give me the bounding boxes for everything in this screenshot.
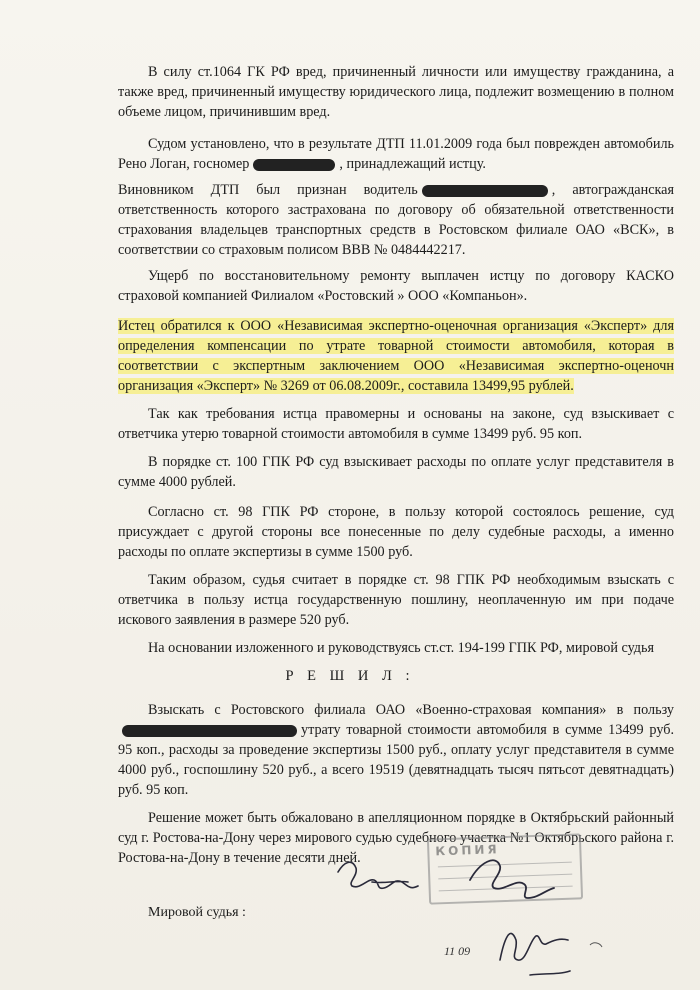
paragraph-claim: Так как требования истца правомерны и основаны на законе, суд взыскивает с ответчика утерю товарной стоимости автомобиля в сумме 13499 руб. 95 коп.	[118, 406, 674, 442]
handwritten-date: 11 09	[444, 944, 471, 958]
handwritten-signature-2	[470, 860, 554, 898]
paragraph-duty: Таким образом, судья считает в порядке ст. 98 ГПК РФ необходимым взыскать с ответчика в пользу истца государственную пошлину, неоплаченную им при подаче искового заявления в размере 520 руб.	[118, 572, 674, 628]
paragraph-representative: В порядке ст. 100 ГПК РФ суд взыскивает расходы по оплате услуг представителя в сумме 4000 рублей.	[118, 454, 674, 490]
decision-heading: Р Е Ш И Л :	[285, 668, 415, 684]
paragraph-decision-text-a: Взыскать с Ростовского филиала ОАО «Военно-страховая компания» в пользу	[148, 702, 674, 718]
paragraph-appeal: Решение может быть обжаловано в апелляционном порядке в Октябрьский районный суд г. Ростова-на-Дону через мирового судью судебного участка №1 Октябрьского района г. Ростова-на-Дону в течение десяти дней.	[118, 810, 674, 866]
paragraph-damage: Ущерб по восстановительному ремонту выплачен истцу по договору КАСКО страховой компанией Филиалом «Ростовский » ООО «Компаньон».	[118, 268, 674, 304]
paragraph-dtp-text-b: , принадлежащий истцу.	[339, 156, 486, 172]
paragraph-vred: В силу ст.1064 ГК РФ вред, причиненный личности или имуществу гражданина, а также вред, причиненный имуществу юридического лица, подлежит возмещению в полном объеме лицом, причинившим вред.	[118, 64, 674, 120]
stamp-text: КОПИЯ	[435, 842, 500, 859]
handwritten-signature	[338, 862, 418, 888]
signature-label: Мировой судья :	[148, 905, 246, 920]
paragraph-basis: На основании изложенного и руководствуясь ст.ст. 194-199 ГПК РФ, мировой судья	[148, 640, 655, 656]
paragraph-decision-text-b: утрату товарной стоимости автомобиля в сумме 13499 руб. 95 коп., расходы за проведение экспертизы 1500 руб., оплату услуг представителя в сумме 4000 руб., госпошлину 520 руб., а всего 19519 (девятнадцать тысяч пятьсот девятнадцать) руб. 95 коп.	[118, 722, 674, 798]
paragraph-expenses: Согласно ст. 98 ГПК РФ стороне, в пользу которой состоялось решение, суд присуждает с другой стороны все понесенные по делу судебные расходы, а именно расходы по оплате экспертизы в сумме 1500 руб.	[118, 504, 674, 560]
paragraph-guilty-text-b: , автогражданская ответственность которого застрахована по договору об обязательной ответственности страхования владельцев транспортных средств в Ростовском филиале ОАО «ВСК», в соответствии со страховым полисом ВВВ № 0484442217.	[118, 182, 674, 258]
highlighted-text: Истец обратился к ООО «Независимая экспертно-оценочная организация «Эксперт» для определения компенсации по утрате товарной стоимости автомобиля, которая в соответствии с экспертным заключением ООО «Независимая экспертно-оценочн организация «Эксперт» № 3269 от 06.08.2009г., составила 13499,95 рублей.	[118, 318, 674, 394]
paragraph-guilty-text-a: Виновником ДТП был признан водитель	[118, 182, 418, 198]
paragraph-dtp-text-a: Судом установлено, что в результате ДТП 11.01.2009 года был поврежден автомобиль Рено Логан, госномер	[118, 136, 674, 172]
handwritten-initials	[500, 933, 570, 975]
pen-mark	[590, 943, 602, 947]
